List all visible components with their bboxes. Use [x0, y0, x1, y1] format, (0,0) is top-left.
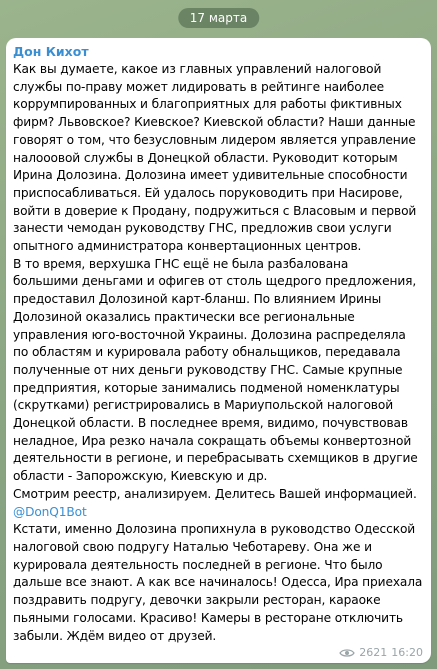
message-line: забыли. Ждём видео от друзей. [13, 628, 217, 643]
message-line: управления юго-восточной Украины. Долозина распределяла [13, 327, 406, 342]
eye-icon [339, 648, 355, 658]
message-line: предприятия, которые занимались подменой номенклатуры [13, 380, 400, 395]
message-line: большими деньгами и офигев от столь щедрого предложения, [13, 274, 417, 289]
message-line: Кстати, именно Долозина пропихнула в руководство Одесской [13, 522, 416, 537]
message-line: занести чемодан руководству ГНС, предложив свои услуги [13, 221, 392, 236]
message-line: налоговой свою подругу Наталью Чеботареву. Она же и [13, 539, 372, 554]
message-line: курировала деятельность последней в регионе. Что было [13, 557, 383, 572]
message-text [13, 61, 424, 645]
message-line: Долозиной оказались практически все региональные [13, 309, 355, 324]
message-line: дальше все знают. А как все начиналось! Одесса, Ира приехала [13, 575, 423, 590]
message-line: (скрутками) регистрировались в Мариупольской налоговой [13, 398, 394, 413]
message-line: Смотрим реестр, анализируем. Делитесь Вашей информацией. [13, 486, 417, 501]
message-time: 16:20 [391, 646, 423, 659]
message-line: деятельности в регионе, и перебрасывать схемщиков в другие [13, 451, 418, 466]
bot-mention-link[interactable]: @DonQ1Bot [13, 504, 87, 519]
message-line: войти в доверие к Продану, подружиться с Власовым и первой [13, 203, 417, 218]
message-line: по областям и курировала работу обнальщиков, передавала [13, 345, 401, 360]
message-line: службы по-праву может лидировать в рейтинге наиболее [13, 79, 384, 94]
message-line: фирм? Львовское? Киевское? Киевской области? Наши данные [13, 115, 416, 130]
message-line: налооовой службы в Донецкой области. Руководит которым [13, 150, 398, 165]
message-line: В то время, верхушка ГНС ещё не была разбалована [13, 256, 349, 271]
message-line: коррумпированных и благоприятных для работы фиктивных [13, 97, 402, 112]
message-bubble[interactable] [6, 38, 431, 663]
message-line: Донецкой области. В последнее время, видимо, почувствовав [13, 416, 408, 431]
message-line: неладное, Ира резко начала сокращать объемы конвертозной [13, 433, 412, 448]
message-line: области - Запорожскую, Киевскую и др. [13, 469, 268, 484]
message-line: пьяными голосами. Красиво! Камеры в ресторане отключить [13, 610, 403, 625]
message-line: говорят о том, что безусловным лидером является управление [13, 132, 416, 147]
date-separator: 17 марта [178, 8, 259, 28]
message-line: поздравить подругу, девочки закрыли ресторан, караоке [13, 593, 381, 608]
message-line: опытного администратора конвертационных центров. [13, 239, 362, 254]
message-meta [339, 646, 423, 659]
message-line: полученные от них деньги руководству ГНС. Самые крупные [13, 362, 403, 377]
message-line: предоставил Долозиной карт-бланш. По влиянием Ирины [13, 292, 382, 307]
message-line: Как вы думаете, какое из главных управлений налоговой [13, 62, 382, 76]
view-count: 2621 [359, 646, 388, 659]
message-line: Ирина Долозина. Долозина имеет удивительные способности [13, 168, 408, 183]
sender-name[interactable]: Дон Кихот [13, 44, 89, 59]
message-line: приспосабливаться. Ей удалось поруководить при Насирове, [13, 185, 403, 200]
